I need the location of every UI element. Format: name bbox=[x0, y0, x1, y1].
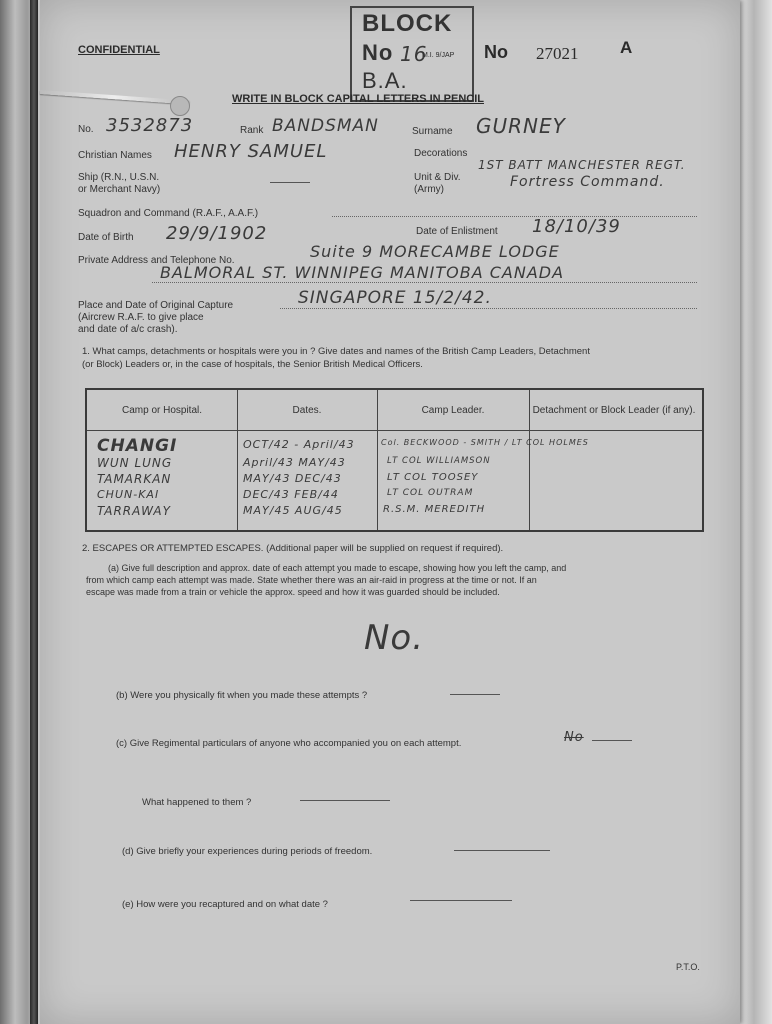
table-row-camp: CHUN-KAI bbox=[97, 488, 160, 501]
q2-d-text: (d) Give briefly your experiences during periods of freedom. bbox=[122, 846, 373, 857]
capture-label-3: and date of a/c crash). bbox=[78, 324, 178, 335]
q2-a-text-1: (a) Give full description and approx. date of each attempt you made to escape, showing how you left the camp, and bbox=[108, 563, 567, 573]
form-page bbox=[40, 0, 740, 1024]
instruction-heading: WRITE IN BLOCK CAPITAL LETTERS IN PENCIL bbox=[232, 93, 484, 105]
ship-dash bbox=[270, 182, 310, 183]
header-detachment: Detachment or Block Leader (if any). bbox=[532, 404, 696, 416]
decorations-label: Decorations bbox=[414, 148, 468, 159]
unit-value-1: 1ST BATT MANCHESTER REGT. bbox=[478, 158, 686, 172]
table-row-leader: LT COL OUTRAM bbox=[387, 488, 474, 498]
table-row-leader: LT COL TOOSEY bbox=[387, 472, 479, 483]
block-stamp bbox=[350, 6, 474, 102]
header-camp: Camp or Hospital. bbox=[121, 404, 203, 416]
stamp-small-text: M.I. 9/JAP bbox=[422, 52, 455, 59]
table-row-dates: MAY/45 AUG/45 bbox=[243, 504, 343, 517]
ship-label-2: or Merchant Navy) bbox=[78, 184, 161, 195]
table-row-camp: WUN LUNG bbox=[97, 456, 173, 470]
capture-label-1: Place and Date of Original Capture bbox=[78, 300, 234, 311]
christian-names-value: HENRY SAMUEL bbox=[174, 141, 328, 162]
unit-label-1: Unit & Div. bbox=[414, 172, 461, 183]
unit-label-2: (Army) bbox=[414, 184, 444, 195]
surname-label: Surname bbox=[412, 126, 453, 137]
q2-a-text-2: from which camp each attempt was made. State whether there was an air-raid in progress at the time or not. If an bbox=[86, 575, 537, 585]
number-value: 27021 bbox=[536, 44, 579, 63]
q2-c-line bbox=[592, 740, 632, 741]
rank-value: BANDSMAN bbox=[272, 116, 379, 136]
file-binding bbox=[30, 0, 38, 1024]
squadron-line bbox=[332, 216, 697, 217]
no-label: No. bbox=[78, 124, 94, 135]
table-row-camp: TAMARKAN bbox=[97, 472, 172, 486]
tie-string bbox=[40, 90, 190, 104]
q1-text-1: 1. What camps, detachments or hospitals were you in ? Give dates and names of the British Camp Leaders, Detachment bbox=[82, 346, 590, 357]
address-line bbox=[152, 282, 697, 283]
table-row-dates: April/43 MAY/43 bbox=[243, 456, 346, 469]
number-suffix: A bbox=[620, 38, 633, 57]
capture-label-2: (Aircrew R.A.F. to give place bbox=[78, 312, 204, 323]
table-row-leader: LT COL WILLIAMSON bbox=[387, 456, 491, 466]
confidential-label: CONFIDENTIAL bbox=[78, 44, 160, 56]
punch-hole bbox=[170, 96, 190, 116]
no-value: 3532873 bbox=[106, 115, 194, 136]
stamp-ba-text: B.A. bbox=[362, 68, 408, 93]
stamp-no-prefix: No bbox=[362, 40, 394, 65]
q2-c-text: (c) Give Regimental particulars of anyone who accompanied you on each attempt. bbox=[116, 738, 462, 749]
ship-label-1: Ship (R.N., U.S.N. bbox=[78, 172, 160, 183]
table-row-dates: MAY/43 DEC/43 bbox=[243, 472, 342, 485]
address-label: Private Address and Telephone No. bbox=[78, 255, 235, 266]
header-leader: Camp Leader. bbox=[421, 404, 485, 416]
stamp-no-handwritten: 16 bbox=[400, 42, 428, 66]
surname-value: GURNEY bbox=[476, 114, 566, 138]
table-row-leader: R.S.M. MEREDITH bbox=[383, 504, 486, 515]
table-row-camp: CHANGI bbox=[97, 436, 178, 456]
enlistment-label: Date of Enlistment bbox=[416, 226, 498, 237]
capture-value: SINGAPORE 15/2/42. bbox=[298, 288, 492, 308]
q2-b-text: (b) Were you physically fit when you made these attempts ? bbox=[116, 690, 368, 701]
rank-label: Rank bbox=[240, 125, 264, 136]
q2-a-text-3: escape was made from a train or vehicle the approx. speed and how it was guarded should be included. bbox=[86, 587, 500, 597]
address-value-1: Suite 9 MORECAMBE LODGE bbox=[310, 242, 560, 261]
table-row-dates: OCT/42 - April/43 bbox=[243, 438, 355, 451]
q2-title: 2. ESCAPES OR ATTEMPTED ESCAPES. (Additional paper will be supplied on request if required). bbox=[82, 543, 504, 554]
squadron-label: Squadron and Command (R.A.F., A.A.F.) bbox=[78, 208, 259, 219]
unit-value-2: Fortress Command. bbox=[510, 174, 665, 190]
camps-table bbox=[85, 388, 704, 532]
table-row-leader: Col. BECKWOOD - SMITH / LT COL HOLMES bbox=[381, 438, 589, 447]
address-value-2: BALMORAL ST. WINNIPEG MANITOBA CANADA bbox=[160, 263, 565, 282]
stamp-block-text: BLOCK bbox=[362, 10, 453, 37]
table-row-dates: DEC/43 FEB/44 bbox=[243, 488, 339, 501]
q2-c-answer: No bbox=[564, 730, 584, 745]
dob-value: 29/9/1902 bbox=[166, 223, 268, 244]
capture-line bbox=[280, 308, 697, 309]
q2-a-answer: No. bbox=[364, 618, 425, 658]
q2-e-text: (e) How were you recaptured and on what date ? bbox=[122, 899, 328, 910]
q1-text-2: (or Block) Leaders or, in the case of hospitals, the Senior British Medical Officers. bbox=[82, 359, 423, 370]
christian-names-label: Christian Names bbox=[78, 150, 152, 161]
number-label: No bbox=[484, 42, 508, 62]
q2-what-line bbox=[300, 800, 390, 801]
q2-e-line bbox=[410, 900, 512, 901]
header-dates: Dates. bbox=[292, 404, 322, 416]
q2-what-happened-text: What happened to them ? bbox=[142, 797, 252, 808]
pto-label: P.T.O. bbox=[676, 962, 700, 972]
dob-label: Date of Birth bbox=[78, 232, 134, 243]
q2-b-line bbox=[450, 694, 500, 695]
q2-d-line bbox=[454, 850, 550, 851]
table-row-camp: TARRAWAY bbox=[97, 504, 171, 518]
enlistment-value: 18/10/39 bbox=[532, 216, 621, 237]
